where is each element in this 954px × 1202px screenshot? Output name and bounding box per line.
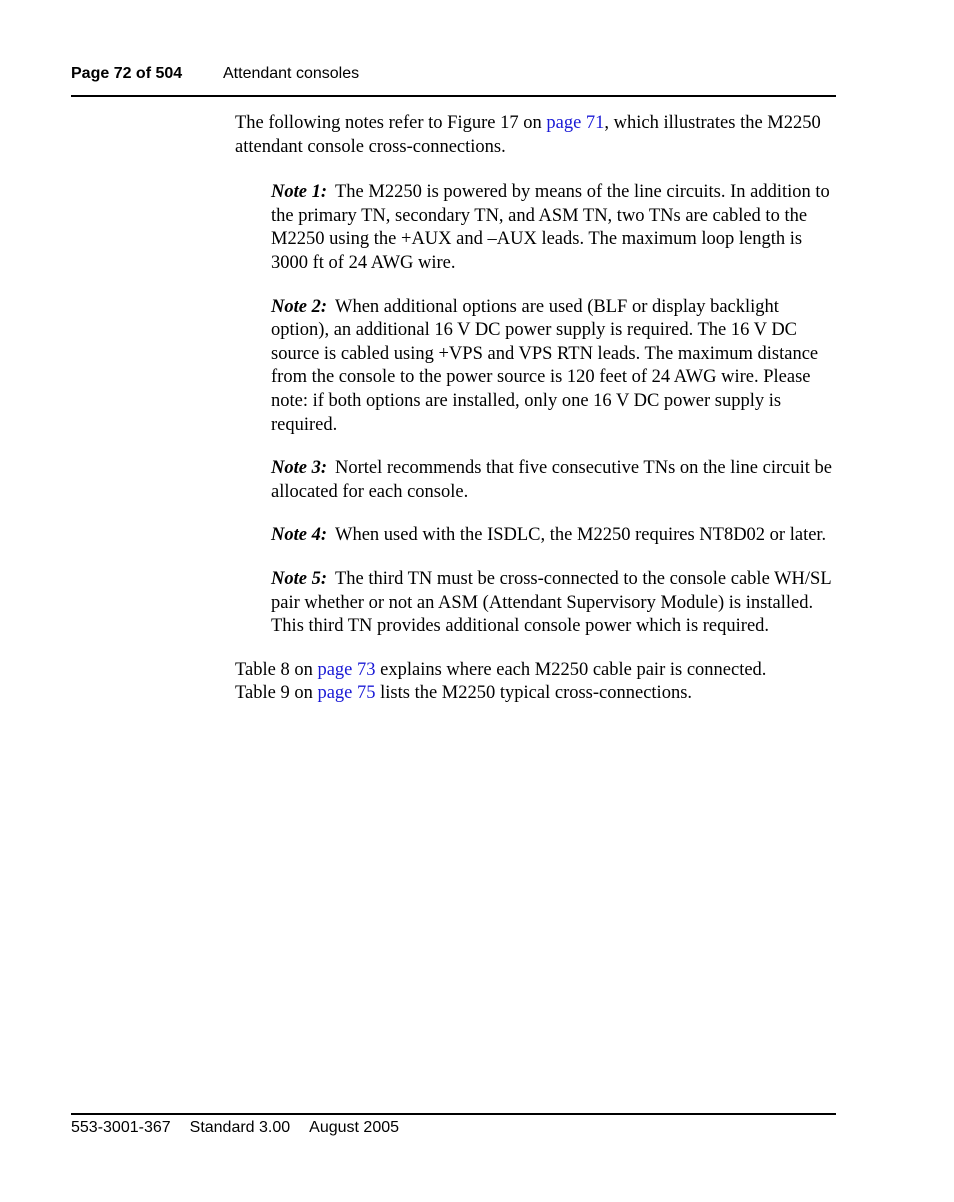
note-label: Note 3:	[271, 458, 327, 479]
page-footer	[71, 1119, 418, 1137]
page-75-link[interactable]: page 75	[317, 683, 376, 704]
note-4	[271, 524, 835, 548]
doc-number: 553-3001-367	[71, 1119, 171, 1136]
note-text: The third TN must be cross-connected to the console cable WH/SL pair whether or not an ASM (Attendant Supervisory Module) is installed. This third TN provides additional console power which is required.	[271, 568, 831, 637]
page-header	[71, 65, 836, 87]
note-label: Note 5:	[271, 568, 327, 589]
note-3	[271, 457, 835, 504]
note-text: When used with the ISDLC, the M2250 requires NT8D02 or later.	[335, 525, 827, 546]
note-label: Note 1:	[271, 182, 327, 203]
page-71-link[interactable]: page 71	[546, 113, 605, 133]
closing-paragraph: Table 8 on page 73 explains where each M2250 cable pair is connected. Table 9 on page 75 lists the M2250 typical cross-connections.	[235, 659, 767, 704]
intro-paragraph: The following notes refer to Figure 17 on page 71, which illustrates the M2250 attendant console cross-connections.	[235, 113, 821, 157]
header-rule	[71, 95, 836, 97]
document-body	[235, 112, 835, 706]
note-1	[271, 181, 835, 275]
note-text: Nortel recommends that five consecutive TNs on the line circuit be allocated for each console.	[271, 458, 832, 502]
note-label: Note 4:	[271, 525, 327, 546]
footer-rule	[71, 1113, 836, 1115]
publish-date: August 2005	[309, 1119, 400, 1136]
note-label: Note 2:	[271, 296, 327, 317]
standard-version: Standard 3.00	[189, 1119, 291, 1136]
page-number: Page 72 of 504	[71, 65, 183, 82]
note-5	[271, 568, 835, 639]
page-73-link[interactable]: page 73	[317, 659, 376, 680]
section-title: Attendant consoles	[223, 65, 360, 82]
note-text: The M2250 is powered by means of the line circuits. In addition to the primary TN, secondary TN, and ASM TN, two TNs are cabled to the M2250 using the +AUX and –AUX leads. The maximum loop length is 3000 ft of 24 AWG wire.	[271, 182, 830, 273]
note-2	[271, 296, 835, 438]
note-text: When additional options are used (BLF or display backlight option), an additional 16 V DC power supply is required. The 16 V DC source is cabled using +VPS and VPS RTN leads. The maximum distance from the console to the power source is 120 feet of 24 AWG wire. Please note: if both options are installed, only one 16 V DC power supply is required.	[271, 296, 819, 435]
